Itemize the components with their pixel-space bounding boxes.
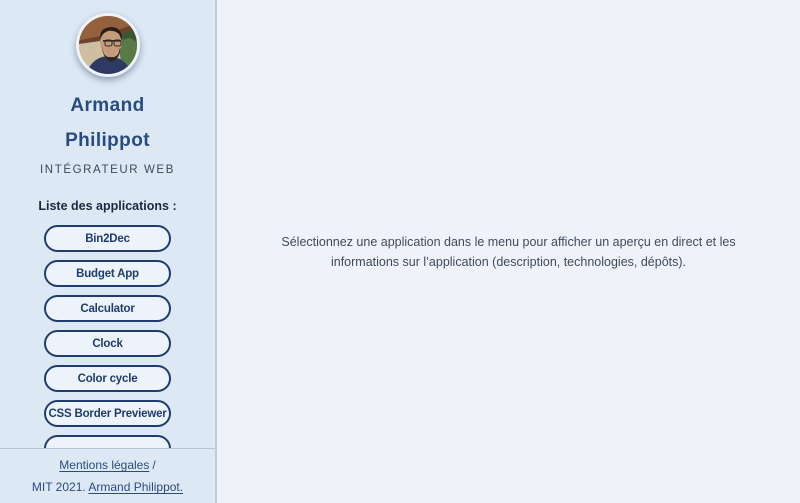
main-content [217,0,800,503]
author-link[interactable]: Armand Philippot. [88,480,184,494]
app-button-bin2dec[interactable]: Bin2Dec [44,225,171,252]
profile-last-name: Philippot [65,130,150,151]
app-nav [0,176,215,448]
app-button-partial[interactable] [44,435,171,448]
profile-name [0,88,215,158]
profile-role: INTÉGRATEUR WEB [40,164,175,176]
app-list-label: Liste des applications : [38,199,177,213]
sidebar [0,0,217,503]
avatar [76,13,140,77]
footer-license-line [0,476,215,498]
footer-legal-line [0,454,215,476]
app-list [0,225,215,448]
avatar-photo-icon [79,16,137,74]
profile-header [0,0,215,176]
license-text: MIT 2021. [31,480,86,494]
sidebar-footer [0,448,215,503]
app-button-budget-app[interactable]: Budget App [44,260,171,287]
app-button-clock[interactable]: Clock [44,330,171,357]
footer-separator: / [152,458,156,472]
app-button-color-cycle[interactable]: Color cycle [44,365,171,392]
legal-link[interactable]: Mentions légales [59,458,150,472]
profile-first-name: Armand [70,95,145,116]
placeholder-text: Sélectionnez une application dans le menu pour afficher un aperçu en direct et les informations sur l’application (description, technologies, dépôts). [281,234,736,269]
app-button-css-border-previewer[interactable]: CSS Border Previewer [44,400,171,427]
app-button-calculator[interactable]: Calculator [44,295,171,322]
